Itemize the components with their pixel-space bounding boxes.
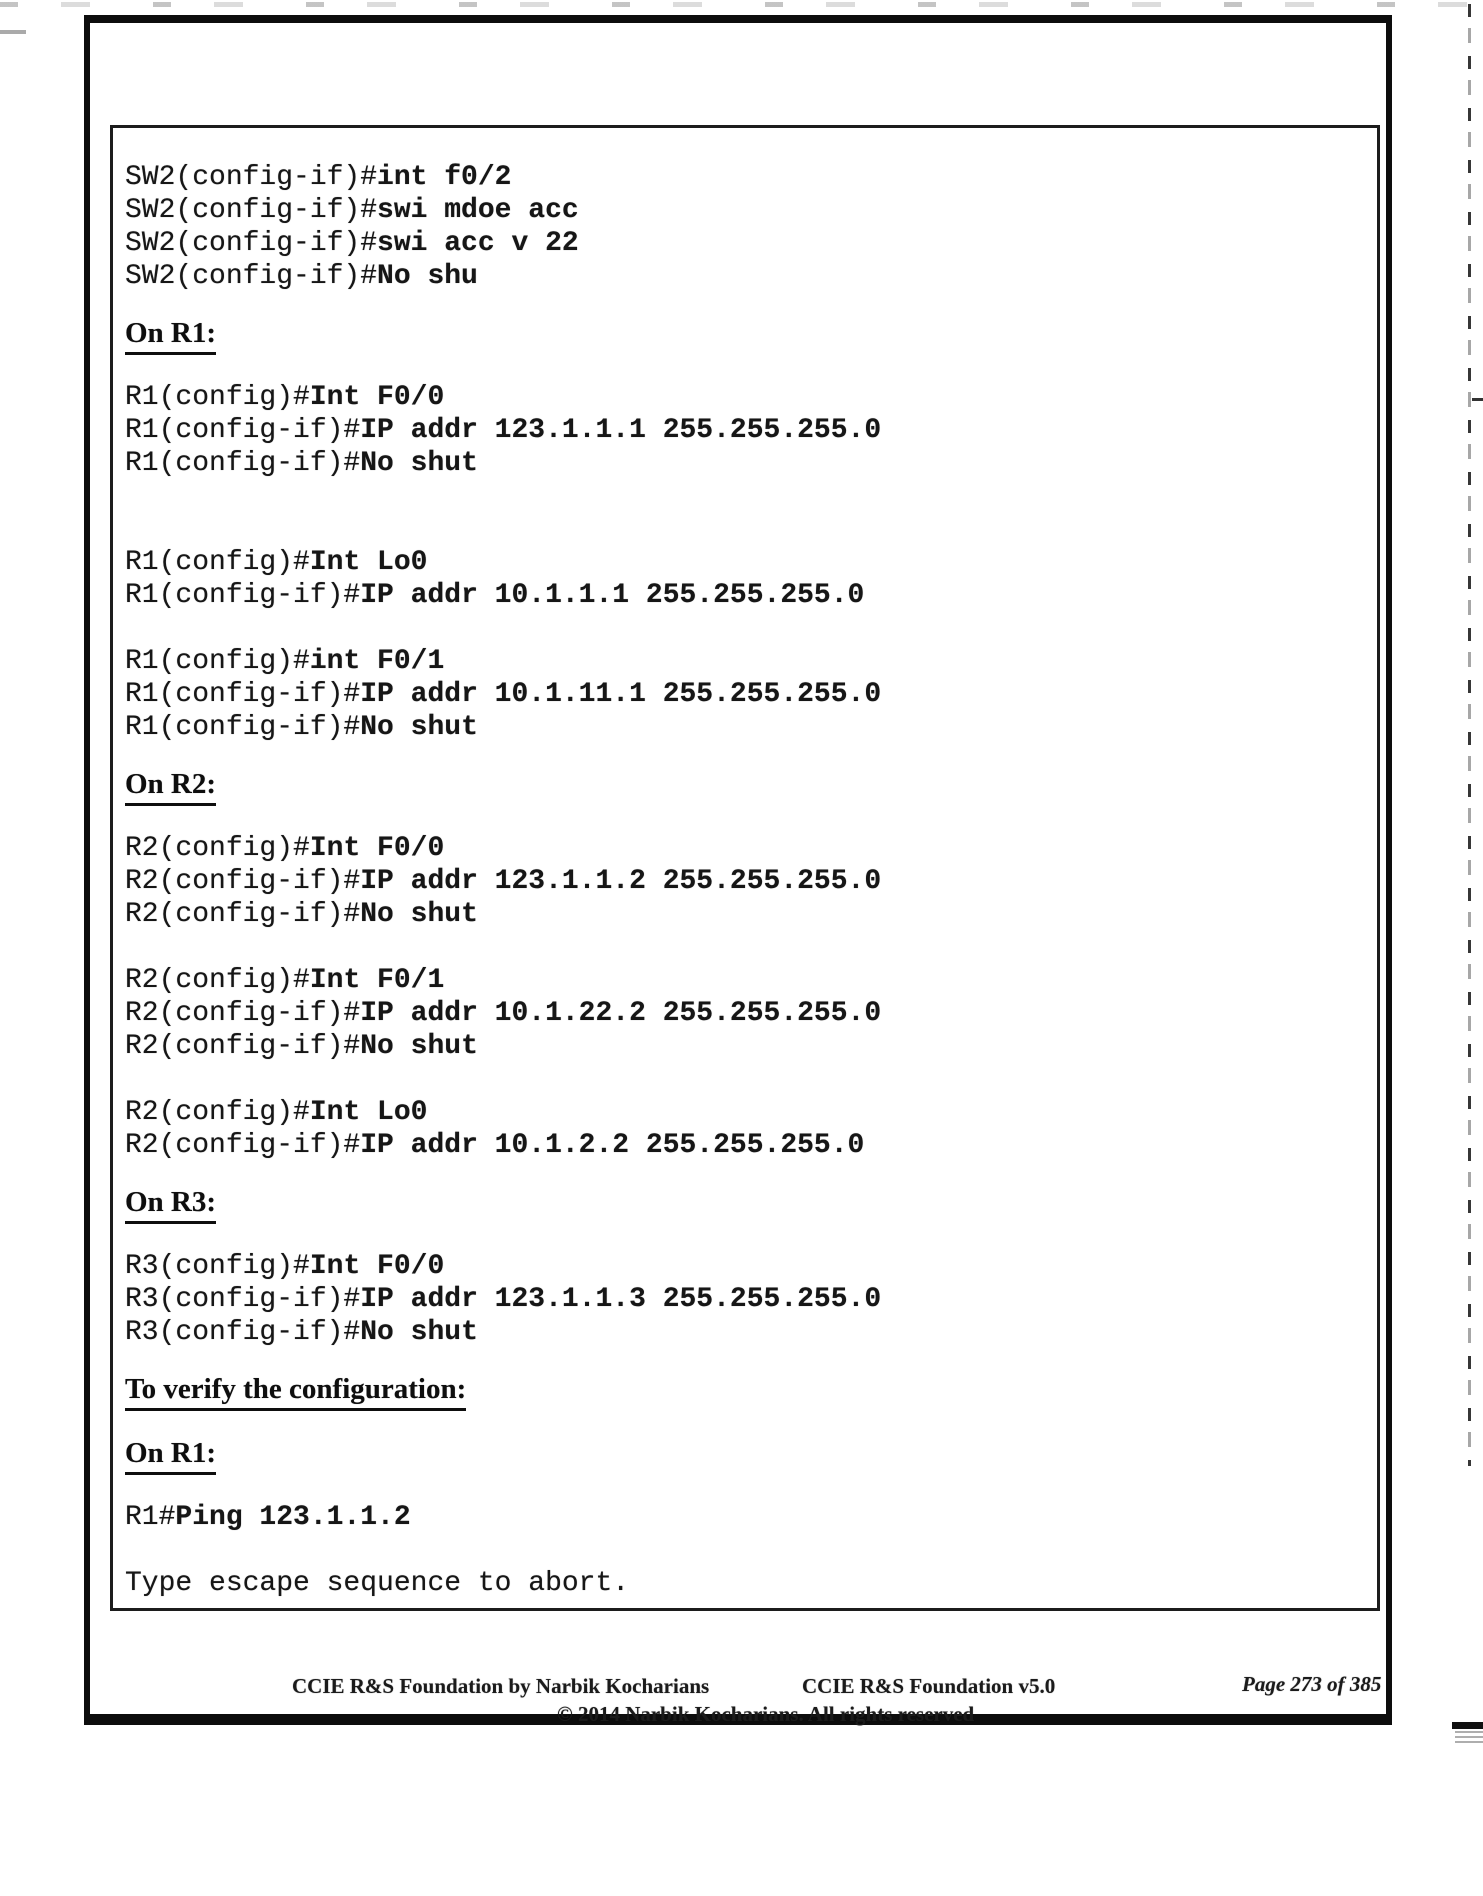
code-line bbox=[125, 645, 1369, 678]
command-text: No shut bbox=[360, 1317, 478, 1348]
prompt-text: SW2(config-if)# bbox=[125, 228, 378, 259]
code-block bbox=[125, 161, 1369, 293]
prompt-text: SW2(config-if)# bbox=[125, 195, 378, 226]
code-line bbox=[125, 1567, 1369, 1600]
scan-noise-top bbox=[0, 2, 1483, 7]
prompt-text: R1(config)# bbox=[125, 382, 310, 413]
command-text: IP addr 123.1.1.1 255.255.255.0 bbox=[360, 415, 882, 446]
command-text: No shut bbox=[360, 899, 478, 930]
code-line bbox=[125, 832, 1369, 865]
code-line bbox=[125, 678, 1369, 711]
command-text: Int F0/0 bbox=[309, 382, 445, 413]
command-text: No shu bbox=[377, 261, 478, 292]
code-line bbox=[125, 1063, 1369, 1096]
section-heading bbox=[125, 317, 1369, 357]
code-line bbox=[125, 865, 1369, 898]
section-heading-text: On R3: bbox=[125, 1186, 216, 1224]
section-heading bbox=[125, 1373, 1369, 1413]
command-text: Int Lo0 bbox=[309, 1097, 428, 1128]
code-line bbox=[125, 579, 1369, 612]
code-line bbox=[125, 513, 1369, 546]
prompt-text: R2(config)# bbox=[125, 1097, 310, 1128]
code-block bbox=[125, 832, 1369, 1162]
prompt-text: R3(config-if)# bbox=[125, 1284, 361, 1315]
prompt-text: R1(config)# bbox=[125, 646, 310, 677]
command-text: IP addr 10.1.22.2 255.255.255.0 bbox=[360, 998, 882, 1029]
code-line bbox=[125, 260, 1369, 293]
scan-noise-top-left bbox=[0, 30, 26, 34]
command-text: Int F0/0 bbox=[309, 1251, 445, 1282]
prompt-text: R2(config-if)# bbox=[125, 998, 361, 1029]
prompt-text: R2(config-if)# bbox=[125, 1031, 361, 1062]
code-block bbox=[125, 381, 1369, 744]
command-text: Int F0/0 bbox=[309, 833, 445, 864]
code-line bbox=[125, 1501, 1369, 1534]
command-text: No shut bbox=[360, 448, 478, 479]
command-text: Int Lo0 bbox=[309, 547, 428, 578]
code-line bbox=[125, 1316, 1369, 1349]
prompt-text: R1(config-if)# bbox=[125, 448, 361, 479]
prompt-text: R1(config-if)# bbox=[125, 679, 361, 710]
section-heading-text: On R1: bbox=[125, 1437, 216, 1475]
prompt-text: R2(config-if)# bbox=[125, 1130, 361, 1161]
command-text: IP addr 123.1.1.2 255.255.255.0 bbox=[360, 866, 882, 897]
footer-page-number: Page 273 of 385 bbox=[1242, 1672, 1382, 1696]
section-heading bbox=[125, 1437, 1369, 1477]
command-text: Int F0/1 bbox=[309, 965, 445, 996]
code-line bbox=[125, 381, 1369, 414]
footer-copyright: © 2014 Narbik Kocharians. All rights reserved bbox=[557, 1702, 975, 1726]
code-line bbox=[125, 931, 1369, 964]
command-text: IP addr 10.1.11.1 255.255.255.0 bbox=[360, 679, 882, 710]
scan-artifact-dash bbox=[1472, 398, 1483, 401]
prompt-text: R2(config)# bbox=[125, 965, 310, 996]
code-line bbox=[125, 1250, 1369, 1283]
scan-artifact-right-line bbox=[1468, 4, 1471, 1466]
code-line bbox=[125, 964, 1369, 997]
content-box bbox=[110, 125, 1380, 1611]
prompt-text: SW2(config-if)# bbox=[125, 162, 378, 193]
command-text: IP addr 10.1.2.2 255.255.255.0 bbox=[360, 1130, 865, 1161]
code-line bbox=[125, 1129, 1369, 1162]
section-heading-text: On R1: bbox=[125, 317, 216, 355]
prompt-text: SW2(config-if)# bbox=[125, 261, 378, 292]
command-text: swi acc v 22 bbox=[377, 228, 579, 259]
prompt-text: R3(config)# bbox=[125, 1251, 310, 1282]
code-line bbox=[125, 546, 1369, 579]
code-line bbox=[125, 1283, 1369, 1316]
prompt-text: R1(config-if)# bbox=[125, 580, 361, 611]
footer-left: CCIE R&S Foundation by Narbik Kocharians bbox=[292, 1674, 710, 1698]
command-text: int F0/1 bbox=[309, 646, 445, 677]
code-line bbox=[125, 480, 1369, 513]
prompt-text: R1(config)# bbox=[125, 547, 310, 578]
command-text: No shut bbox=[360, 712, 478, 743]
prompt-text: Type escape sequence to abort. bbox=[125, 1568, 630, 1599]
outer-border bbox=[84, 15, 1392, 1725]
scan-artifact-corner-bar bbox=[1452, 1722, 1483, 1729]
code-line bbox=[125, 447, 1369, 480]
prompt-text: R2(config)# bbox=[125, 833, 310, 864]
code-block bbox=[125, 1250, 1369, 1349]
prompt-text: R1# bbox=[125, 1502, 176, 1533]
section-heading bbox=[125, 768, 1369, 808]
prompt-text: R1(config-if)# bbox=[125, 712, 361, 743]
command-text: swi mdoe acc bbox=[377, 195, 579, 226]
code-line bbox=[125, 997, 1369, 1030]
code-line bbox=[125, 711, 1369, 744]
code-line bbox=[125, 161, 1369, 194]
code-line bbox=[125, 194, 1369, 227]
code-line bbox=[125, 414, 1369, 447]
command-text: IP addr 123.1.1.3 255.255.255.0 bbox=[360, 1284, 882, 1315]
prompt-text: R2(config-if)# bbox=[125, 866, 361, 897]
command-text: No shut bbox=[360, 1031, 478, 1062]
prompt-text: R3(config-if)# bbox=[125, 1317, 361, 1348]
code-line bbox=[125, 898, 1369, 931]
command-text: IP addr 10.1.1.1 255.255.255.0 bbox=[360, 580, 865, 611]
command-text: int f0/2 bbox=[377, 162, 512, 193]
scan-artifact-corner-box bbox=[1455, 1731, 1483, 1746]
command-text: Ping 123.1.1.2 bbox=[175, 1502, 411, 1533]
code-line bbox=[125, 1030, 1369, 1063]
prompt-text: R2(config-if)# bbox=[125, 899, 361, 930]
code-line bbox=[125, 1534, 1369, 1567]
code-line bbox=[125, 227, 1369, 260]
prompt-text: R1(config-if)# bbox=[125, 415, 361, 446]
code-line bbox=[125, 1096, 1369, 1129]
section-heading bbox=[125, 1186, 1369, 1226]
section-heading-text: On R2: bbox=[125, 768, 216, 806]
footer-center: CCIE R&S Foundation v5.0 bbox=[802, 1674, 1056, 1698]
code-line bbox=[125, 612, 1369, 645]
section-heading-text: To verify the configuration: bbox=[125, 1373, 466, 1411]
code-block bbox=[125, 1501, 1369, 1600]
